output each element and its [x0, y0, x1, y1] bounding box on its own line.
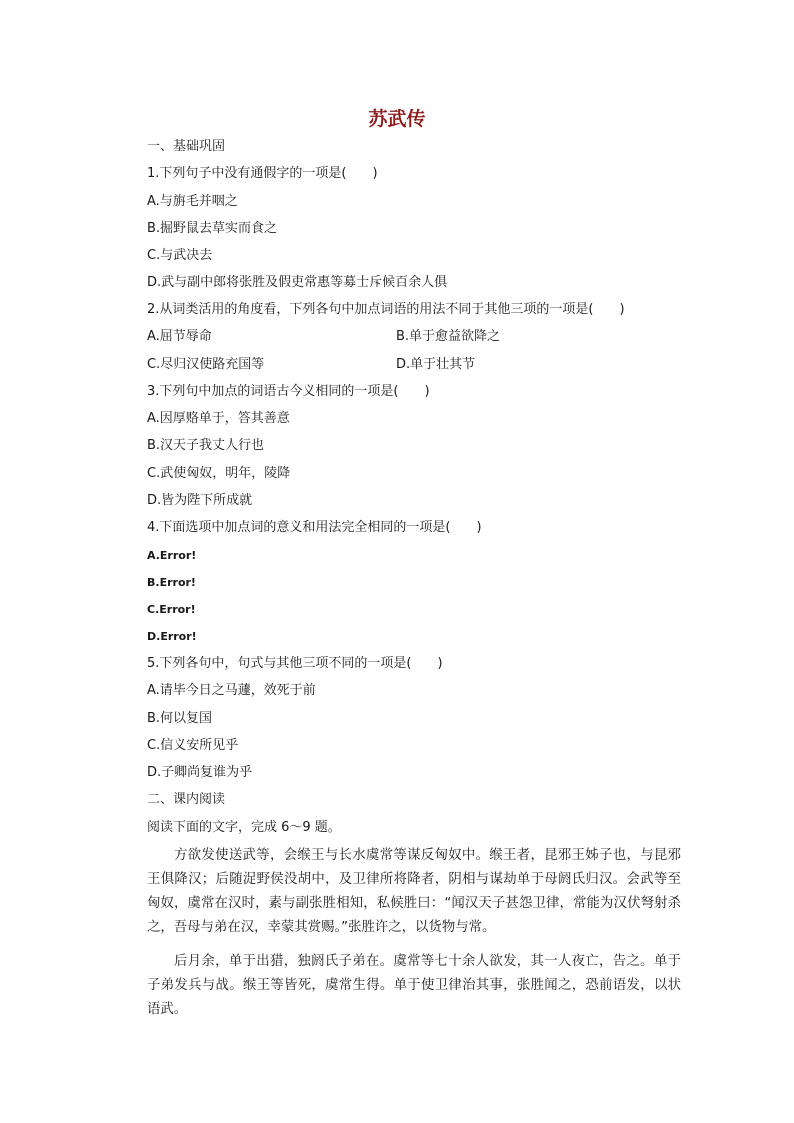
question-3-option-a: A.因厚赂单于，答其善意 [147, 411, 290, 426]
question-4-stem: 4.下面选项中加点词的意义和用法完全相同的一项是( ) [147, 520, 482, 535]
question-2-option-b: B.单于愈益欲降之 [396, 329, 501, 344]
question-2-stem: 2.从词类活用的角度看，下列各句中加点词语的用法不同于其他三项的一项是( ) [147, 302, 625, 317]
question-4-option-b [147, 573, 196, 593]
question-4-option-a [147, 546, 196, 566]
question-5-option-b: B.何以复国 [147, 711, 213, 726]
error-text: Error! [159, 603, 196, 616]
error-text: Error! [159, 576, 196, 589]
question-3-stem: 3.下列句中加点的词语古今义相同的一项是( ) [147, 384, 430, 399]
question-4-option-d [147, 627, 197, 647]
option-prefix: B. [147, 576, 160, 589]
question-4-option-c [147, 600, 196, 620]
option-prefix: D. [147, 630, 161, 643]
question-1-option-b: B.掘野鼠去草实而食之 [147, 221, 278, 236]
passage-paragraph-1: 方欲发使送武等，会缑王与长水虞常等谋反匈奴中。缑王者，昆邪王姊子也，与昆邪王俱降汉；后随浞野侯没胡中，及卫律所将降者，阴相与谋劫单于母阏氏归汉。会武等至匈奴，虞常在汉时，素与副张胜相知，私候胜曰：“闻汉天子甚怨卫律，常能为汉伏弩射杀之，吾母与弟在汉，幸蒙其赏赐。”张胜许之，以货物与常。 [147, 848, 681, 935]
question-3-option-d: D.皆为陛下所成就 [147, 493, 253, 508]
question-3-option-c: C.武使匈奴，明年，陵降 [147, 466, 291, 481]
question-1-option-d: D.武与副中郎将张胜及假吏常惠等募士斥候百余人俱 [147, 275, 448, 290]
question-3-option-b: B.汉天子我丈人行也 [147, 438, 265, 453]
question-5-option-c: C.信义安所见乎 [147, 738, 239, 753]
question-2-option-a: A.屈节辱命 [147, 329, 212, 344]
question-2-option-d: D.单于壮其节 [396, 357, 476, 372]
option-prefix: C. [147, 603, 160, 616]
question-1-option-c: C.与武决去 [147, 248, 213, 263]
error-text: Error! [159, 549, 197, 562]
reading-instructions: 阅读下面的文字，完成 6～9 题。 [147, 820, 341, 835]
question-5-option-d: D.子卿尚复谁为乎 [147, 765, 253, 780]
question-1-option-a: A.与旃毛并咽之 [147, 194, 238, 209]
passage-paragraph-2: 后月余，单于出猎，独阏氏子弟在。虞常等七十余人欲发，其一人夜亡，告之。单于子弟发兵与战。缑王等皆死，虞常生得。单于使卫律治其事，张胜闻之，恐前语发，以状语武。 [147, 954, 681, 1017]
question-1-stem: 1.下列句子中没有通假字的一项是( ) [147, 166, 378, 181]
question-5-option-a: A.请毕今日之马蘧，效死于前 [147, 683, 316, 698]
question-2-option-c: C.尽归汉使路充国等 [147, 357, 265, 372]
option-prefix: A. [147, 549, 160, 562]
error-text: Error! [160, 630, 197, 643]
question-5-stem: 5.下列各句中，句式与其他三项不同的一项是( ) [147, 656, 443, 671]
section-heading-reading: 二、课内阅读 [147, 792, 226, 807]
document-title: 苏武传 [368, 108, 426, 130]
section-heading-basics: 一、基础巩固 [147, 139, 226, 154]
